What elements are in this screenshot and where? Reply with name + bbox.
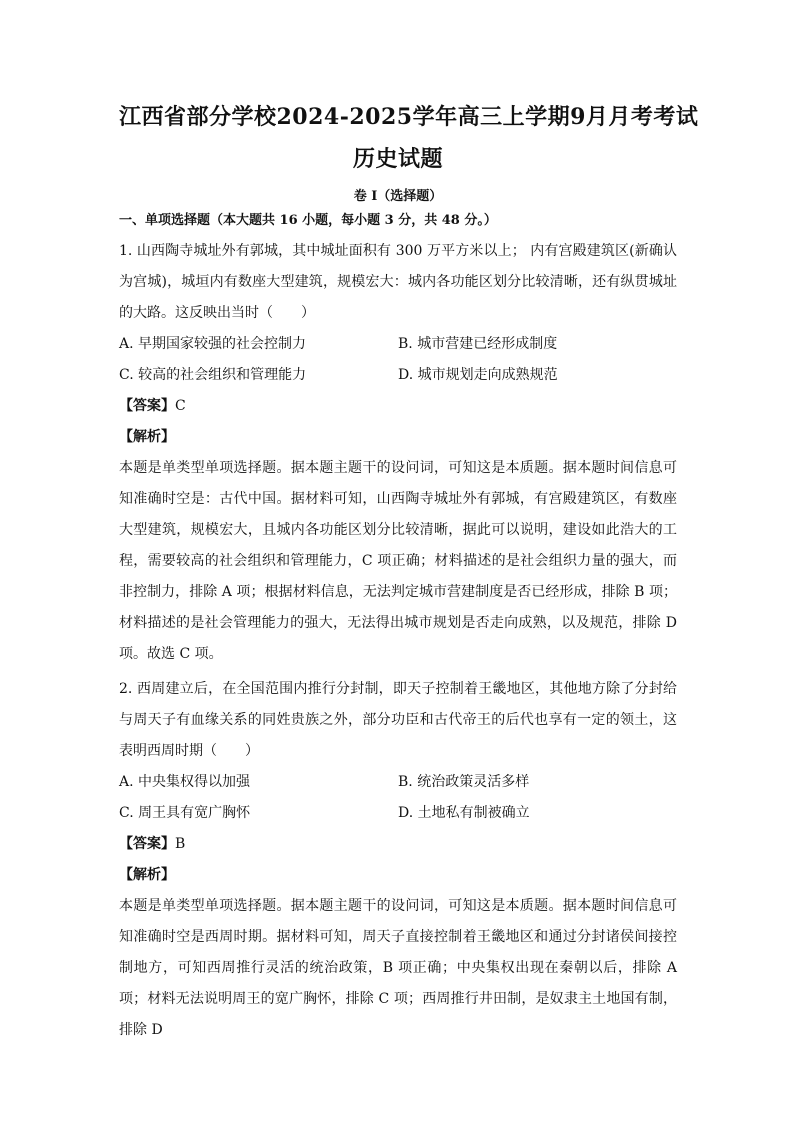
question-2 xyxy=(119,674,677,1046)
exam-title: 江西省部分学校2024-2025学年高三上学期9月月考考试 xyxy=(119,104,699,130)
answer-line xyxy=(119,829,677,860)
option-c: C. 周王具有宽广胸怀 xyxy=(119,805,251,821)
option-a: A. 早期国家较强的社会控制力 xyxy=(119,336,307,352)
option-b: B. 城市营建已经形成制度 xyxy=(398,336,558,352)
answer-label: 【答案】 xyxy=(119,398,175,414)
answer-label: 【答案】 xyxy=(119,836,175,852)
option-d: D. 城市规划走向成熟规范 xyxy=(398,367,558,383)
options-row xyxy=(119,767,677,798)
option-c: C. 较高的社会组织和管理能力 xyxy=(119,367,307,383)
answer-line xyxy=(119,391,677,422)
analysis-label: 【解析】 xyxy=(119,867,175,883)
question-stem: 2. 西周建立后，在全国范围内推行分封制，即天子控制着王畿地区，其他地方除了分封给与周天子有血缘关系的同姓贵族之外，部分功臣和古代帝王的后代也享有一定的领土，这表明西周时期（ ） xyxy=(119,681,677,759)
options-row xyxy=(119,798,677,829)
exam-subject: 历史试题 xyxy=(352,146,443,172)
section-heading: 一、单项选择题（本大题共 16 小题，每小题 3 分，共 48 分。） xyxy=(119,213,497,228)
volume-heading: 卷 I（选择题） xyxy=(353,189,443,204)
option-d: D. 土地私有制被确立 xyxy=(398,805,530,821)
answer-value: C xyxy=(175,398,186,414)
options-row xyxy=(119,329,677,360)
analysis-text: 本题是单类型单项选择题。据本题主题干的设问词，可知这是本质题。据本题时间信息可知准确时空是西周时期。据材料可知，周天子直接控制着王畿地区和通过分封诸侯间接控制地方，可知西周推行灵活的统治政策，B 项正确；中央集权出现在秦朝以后，排除 A 项；材料无法说明周王的宽广胸怀，排除 C 项；西周推行井田制，是奴隶主土地国有制，排除 D xyxy=(119,898,677,1038)
analysis-label: 【解析】 xyxy=(119,429,175,445)
answer-value: B xyxy=(175,836,186,852)
option-a: A. 中央集权得以加强 xyxy=(119,774,251,790)
options-row xyxy=(119,360,677,391)
analysis-text: 本题是单类型单项选择题。据本题主题干的设问词，可知这是本质题。据本题时间信息可知准确时空是：古代中国。据材料可知，山西陶寺城址外有郭城，有宫殿建筑区，有数座大型建筑，规模宏大，且城内各功能区划分比较清晰，据此可以说明，建设如此浩大的工程，需要较高的社会组织和管理能力，C 项正确；材料描述的是社会组织力量的强大，而非控制力，排除 A 项；根据材料信息，无法判定城市营建制度是否已经形成，排除 B 项；材料描述的是社会管理能力的强大，无法得出城市规划是否走向成熟，以及规范，排除 D 项。故选 C 项。 xyxy=(119,460,677,662)
question-1 xyxy=(119,236,677,670)
question-stem: 1. 山西陶寺城址外有郭城，其中城址面积有 300 万平方米以上； 内有宫殿建筑区(新确认为宫城)，城垣内有数座大型建筑，规模宏大：城内各功能区划分比较清晰，还有纵贯城址的大路。这反映出当时（ ） xyxy=(119,243,677,321)
option-b: B. 统治政策灵活多样 xyxy=(398,774,530,790)
